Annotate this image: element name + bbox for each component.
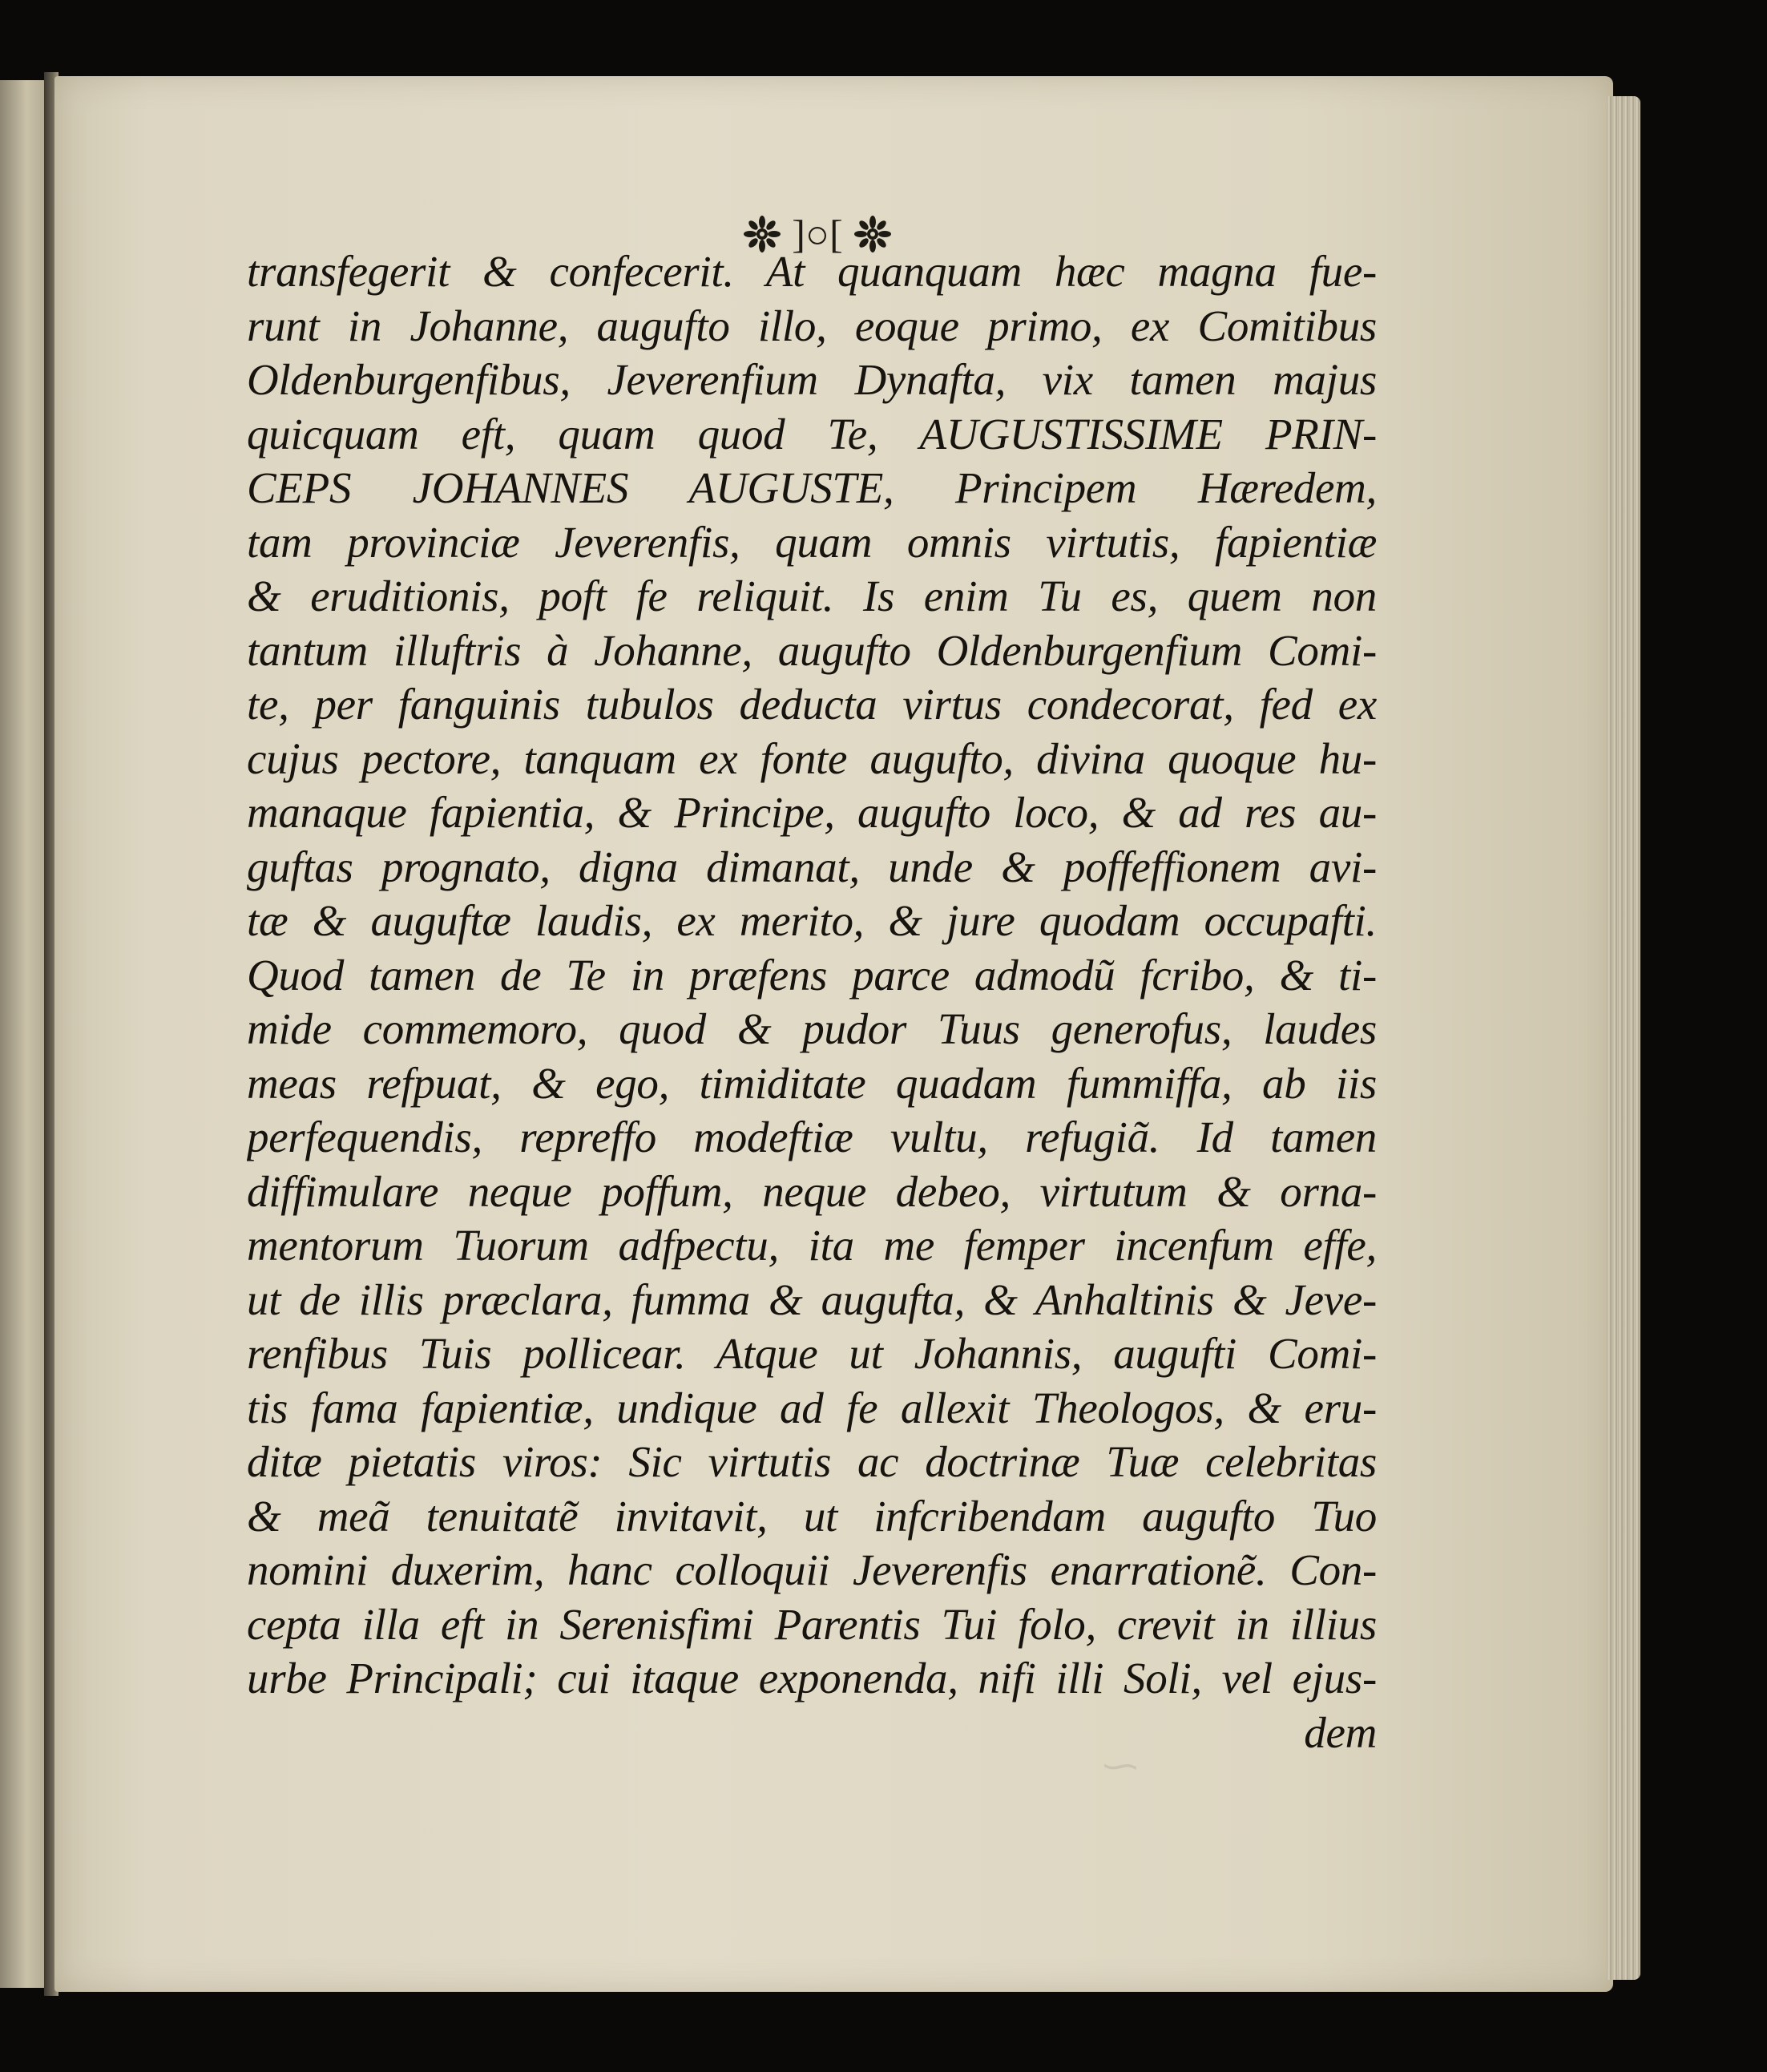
text-line: & eruditionis, poft fe reliquit. Is enim Tu es, quem non: [247, 572, 1377, 620]
text-line: tantum illuftris à Johanne, augufto Oldenburgenfium Comi-: [247, 625, 1377, 675]
text-line: runt in Johanne, augufto illo, eoque primo, ex Comitibus: [247, 301, 1377, 350]
text-line: nomini duxerim, hanc colloquii Jeverenfis enarrationẽ. Con-: [247, 1545, 1377, 1594]
text-line: cujus pectore, tanquam ex fonte augufto, divina quoque hu-: [247, 733, 1377, 783]
text-line: manaque fapientia, & Principe, augufto loco, & ad res au-: [247, 788, 1377, 837]
facing-page-edge: [0, 80, 48, 1988]
text-line: ut de illis præclara, fumma & augufta, & Anhaltinis & Jeve-: [247, 1274, 1377, 1324]
text-line: guftas prognato, digna dimanat, unde & poffeffionem avi-: [247, 842, 1377, 891]
text-line: urbe Principali; cui itaque exponenda, nifi illi Soli, vel ejus-: [247, 1654, 1377, 1702]
text-line: Quod tamen de Te in præfens parce admodũ fcribo, & ti-: [247, 950, 1377, 1000]
bleed-through-text: ⁓: [1096, 1747, 1138, 1786]
text-line: mide commemoro, quod & pudor Tuus generofus, laudes: [247, 1004, 1377, 1053]
text-line: te, per fanguinis tubulos deducta virtus condecorat, fed ex: [247, 680, 1377, 729]
text-line: tis fama fapientiæ, undique ad fe allexit Theologos, & eru-: [247, 1383, 1377, 1432]
text-line: meas refpuat, & ego, timiditate quadam fummiffa, ab iis: [247, 1058, 1377, 1108]
text-line: CEPS JOHANNES AUGUSTE, Principem Hæredem,: [247, 463, 1377, 512]
text-line: & meã tenuitatẽ invitavit, ut infcribendam augufto Tuo: [247, 1491, 1377, 1541]
text-line: diffimulare neque poffum, neque debeo, virtutum & orna-: [247, 1166, 1377, 1216]
text-line: Oldenburgenfibus, Jeverenfium Dynafta, vix tamen majus: [247, 355, 1377, 404]
text-line: renfibus Tuis pollicear. Atque ut Johannis, augufti Comi-: [247, 1329, 1377, 1378]
text-line: cepta illa eft in Serenisfimi Parentis Tui folo, crevit in illius: [247, 1599, 1377, 1649]
text-line: perfequendis, repreffo modeftiæ vultu, refugiã. Id tamen: [247, 1113, 1377, 1161]
text-line: tæ & auguftæ laudis, ex merito, & jure quodam occupafti.: [247, 896, 1377, 945]
body-text: [247, 244, 1377, 1759]
text-line: ditæ pietatis viros: Sic virtutis ac doctrinæ Tuæ celebritas: [247, 1437, 1377, 1486]
page-fore-edge: [1607, 96, 1640, 1980]
text-line: transfegerit & confecerit. At quanquam hæc magna fue-: [247, 247, 1377, 296]
text-line: quicquam eft, quam quod Te, AUGUSTISSIME PRIN-: [247, 409, 1377, 458]
text-line: mentorum Tuorum adfpectu, ita me femper incenfum effe,: [247, 1221, 1377, 1270]
catchword: dem: [1304, 1707, 1377, 1757]
text-line: tam provinciæ Jeverenfis, quam omnis virtutis, fapientiæ: [247, 517, 1377, 567]
running-head-text: ]○[: [792, 212, 843, 256]
